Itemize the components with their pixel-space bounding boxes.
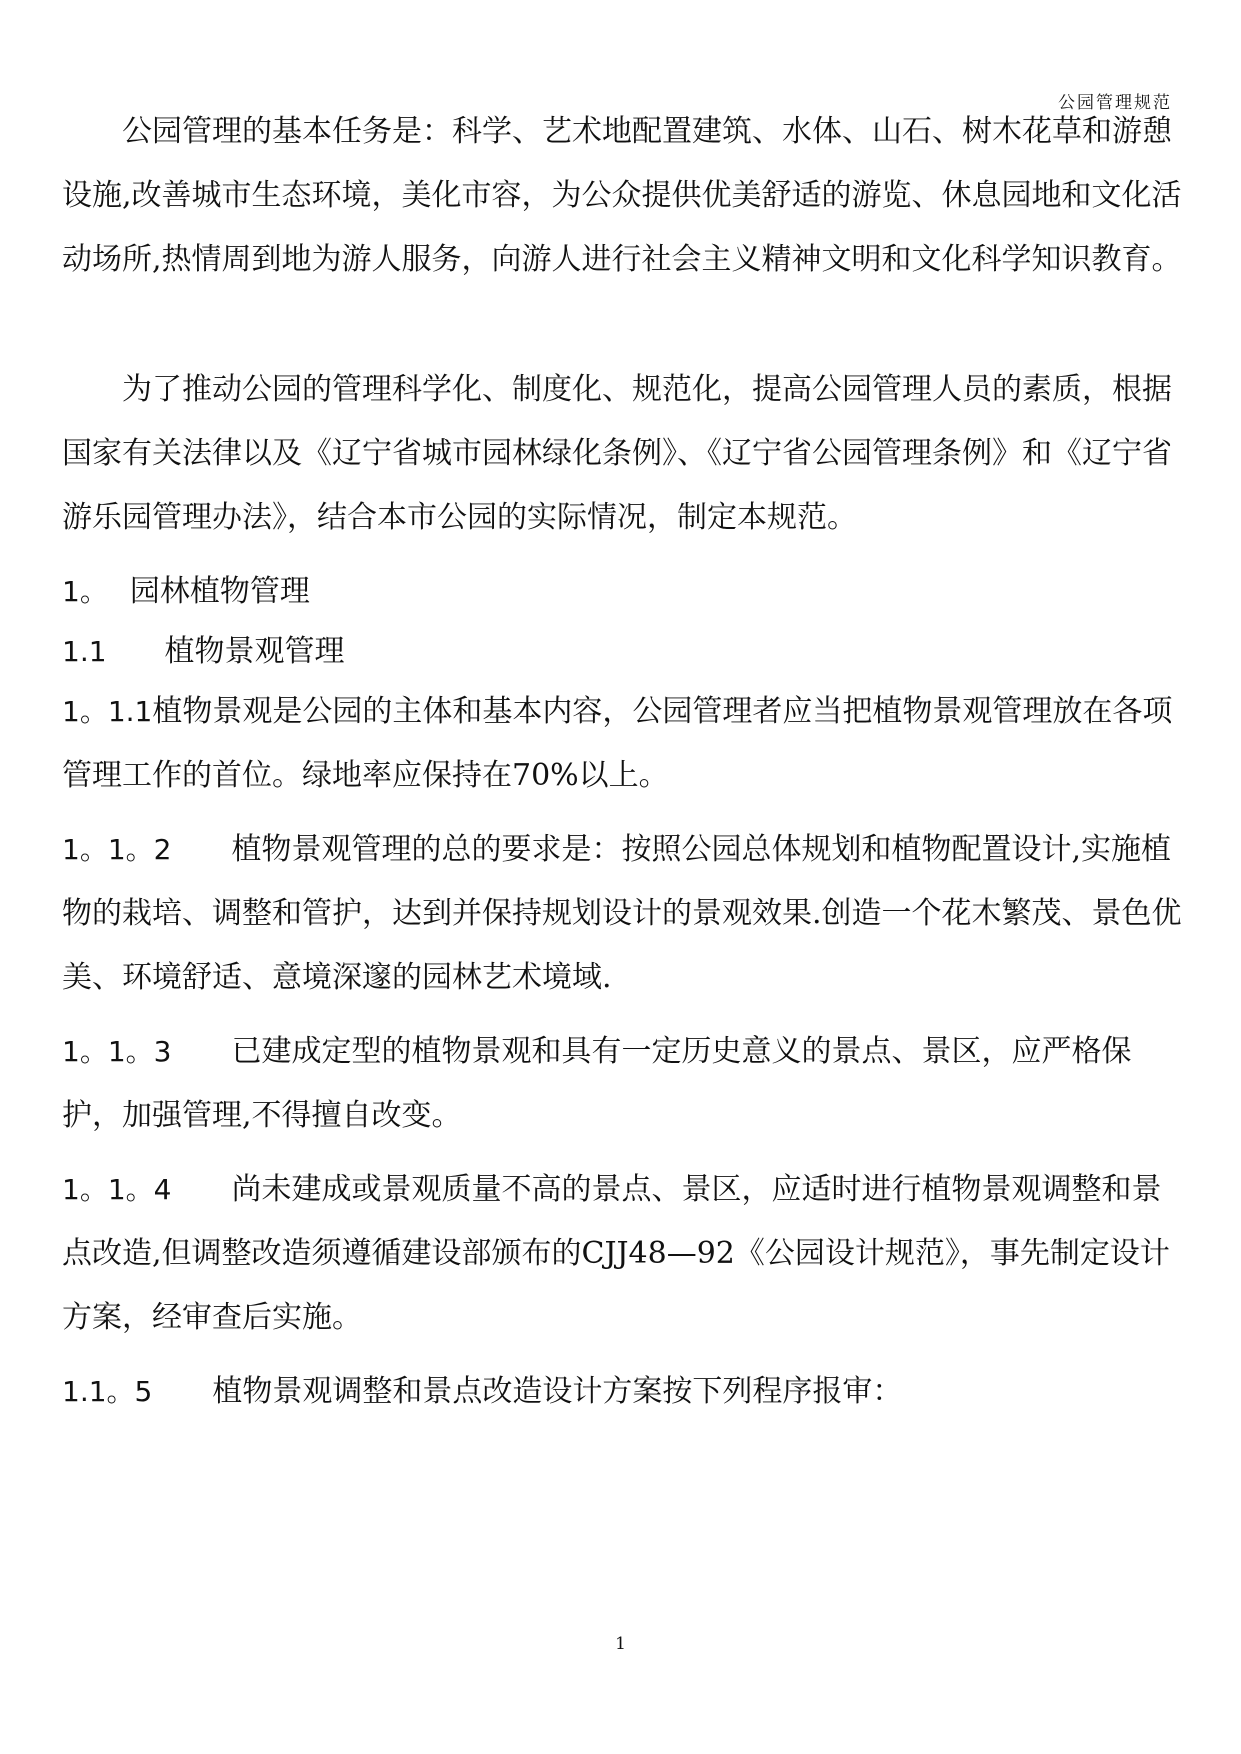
clause-1-1-2 (62, 818, 1188, 1010)
clause-1-1-5 (62, 1360, 1188, 1424)
running-header: 公园管理规范 (1058, 93, 1172, 113)
clause-1-1-4 (62, 1158, 1188, 1350)
clause-number: 1。1.1 (62, 695, 153, 728)
clause-1-1-3 (62, 1020, 1188, 1148)
purpose-paragraph: 为了推动公园的管理科学化、制度化、规范化，提高公园管理人员的素质，根据国家有关法律以及《辽宁省城市园林绿化条例》、《辽宁省公园管理条例》和《辽宁省游乐园管理办法》，结合本市公园的实际情况，制定本规范。 (62, 372, 1172, 535)
section-number: 1.1 (62, 635, 107, 668)
section-number: 1。 (62, 575, 108, 608)
clause-text: 植物景观是公园的主体和基本内容，公园管理者应当把植物景观管理放在各项管理工作的首位。绿地率应保持在70%以上。 (62, 694, 1173, 793)
clause-text: 植物景观调整和景点改造设计方案按下列程序报审： (212, 1374, 903, 1409)
clause-1-1-1 (62, 680, 1188, 808)
clause-text: 已建成定型的植物景观和具有一定历史意义的景点、景区，应严格保护，加强管理,不得擅自改变。 (62, 1034, 1132, 1133)
section-heading-1-1 (62, 620, 1188, 684)
clause-number: 1。1。4 (62, 1173, 172, 1206)
clause-text: 尚未建成或景观质量不高的景点、景区，应适时进行植物景观调整和景点改造,但调整改造须遵循建设部颁布的CJJ48—92《公园设计规范》，事先制定设计方案，经审查后实施。 (62, 1172, 1170, 1335)
clause-number: 1。1。2 (62, 833, 172, 866)
clause-number: 1。1。3 (62, 1035, 172, 1068)
section-heading-1 (62, 560, 1188, 624)
clause-text: 植物景观管理的总的要求是：按照公园总体规划和植物配置设计,实施植物的栽培、调整和管护，达到并保持规划设计的景观效果.创造一个花木繁茂、景色优美、环境舒适、意境深邃的园林艺术境域. (62, 832, 1182, 995)
intro-paragraph: 公园管理的基本任务是：科学、艺术地配置建筑、水体、山石、树木花草和游憩设施,改善城市生态环境，美化市容，为公众提供优美舒适的游览、休息园地和文化活动场所,热情周到地为游人服务，向游人进行社会主义精神文明和文化科学知识教育。 (62, 114, 1182, 277)
section-title: 园林植物管理 (129, 574, 310, 609)
clause-number: 1.1。5 (62, 1375, 153, 1408)
section-title: 植物景观管理 (164, 634, 345, 669)
page-number: 1 (615, 1634, 626, 1654)
